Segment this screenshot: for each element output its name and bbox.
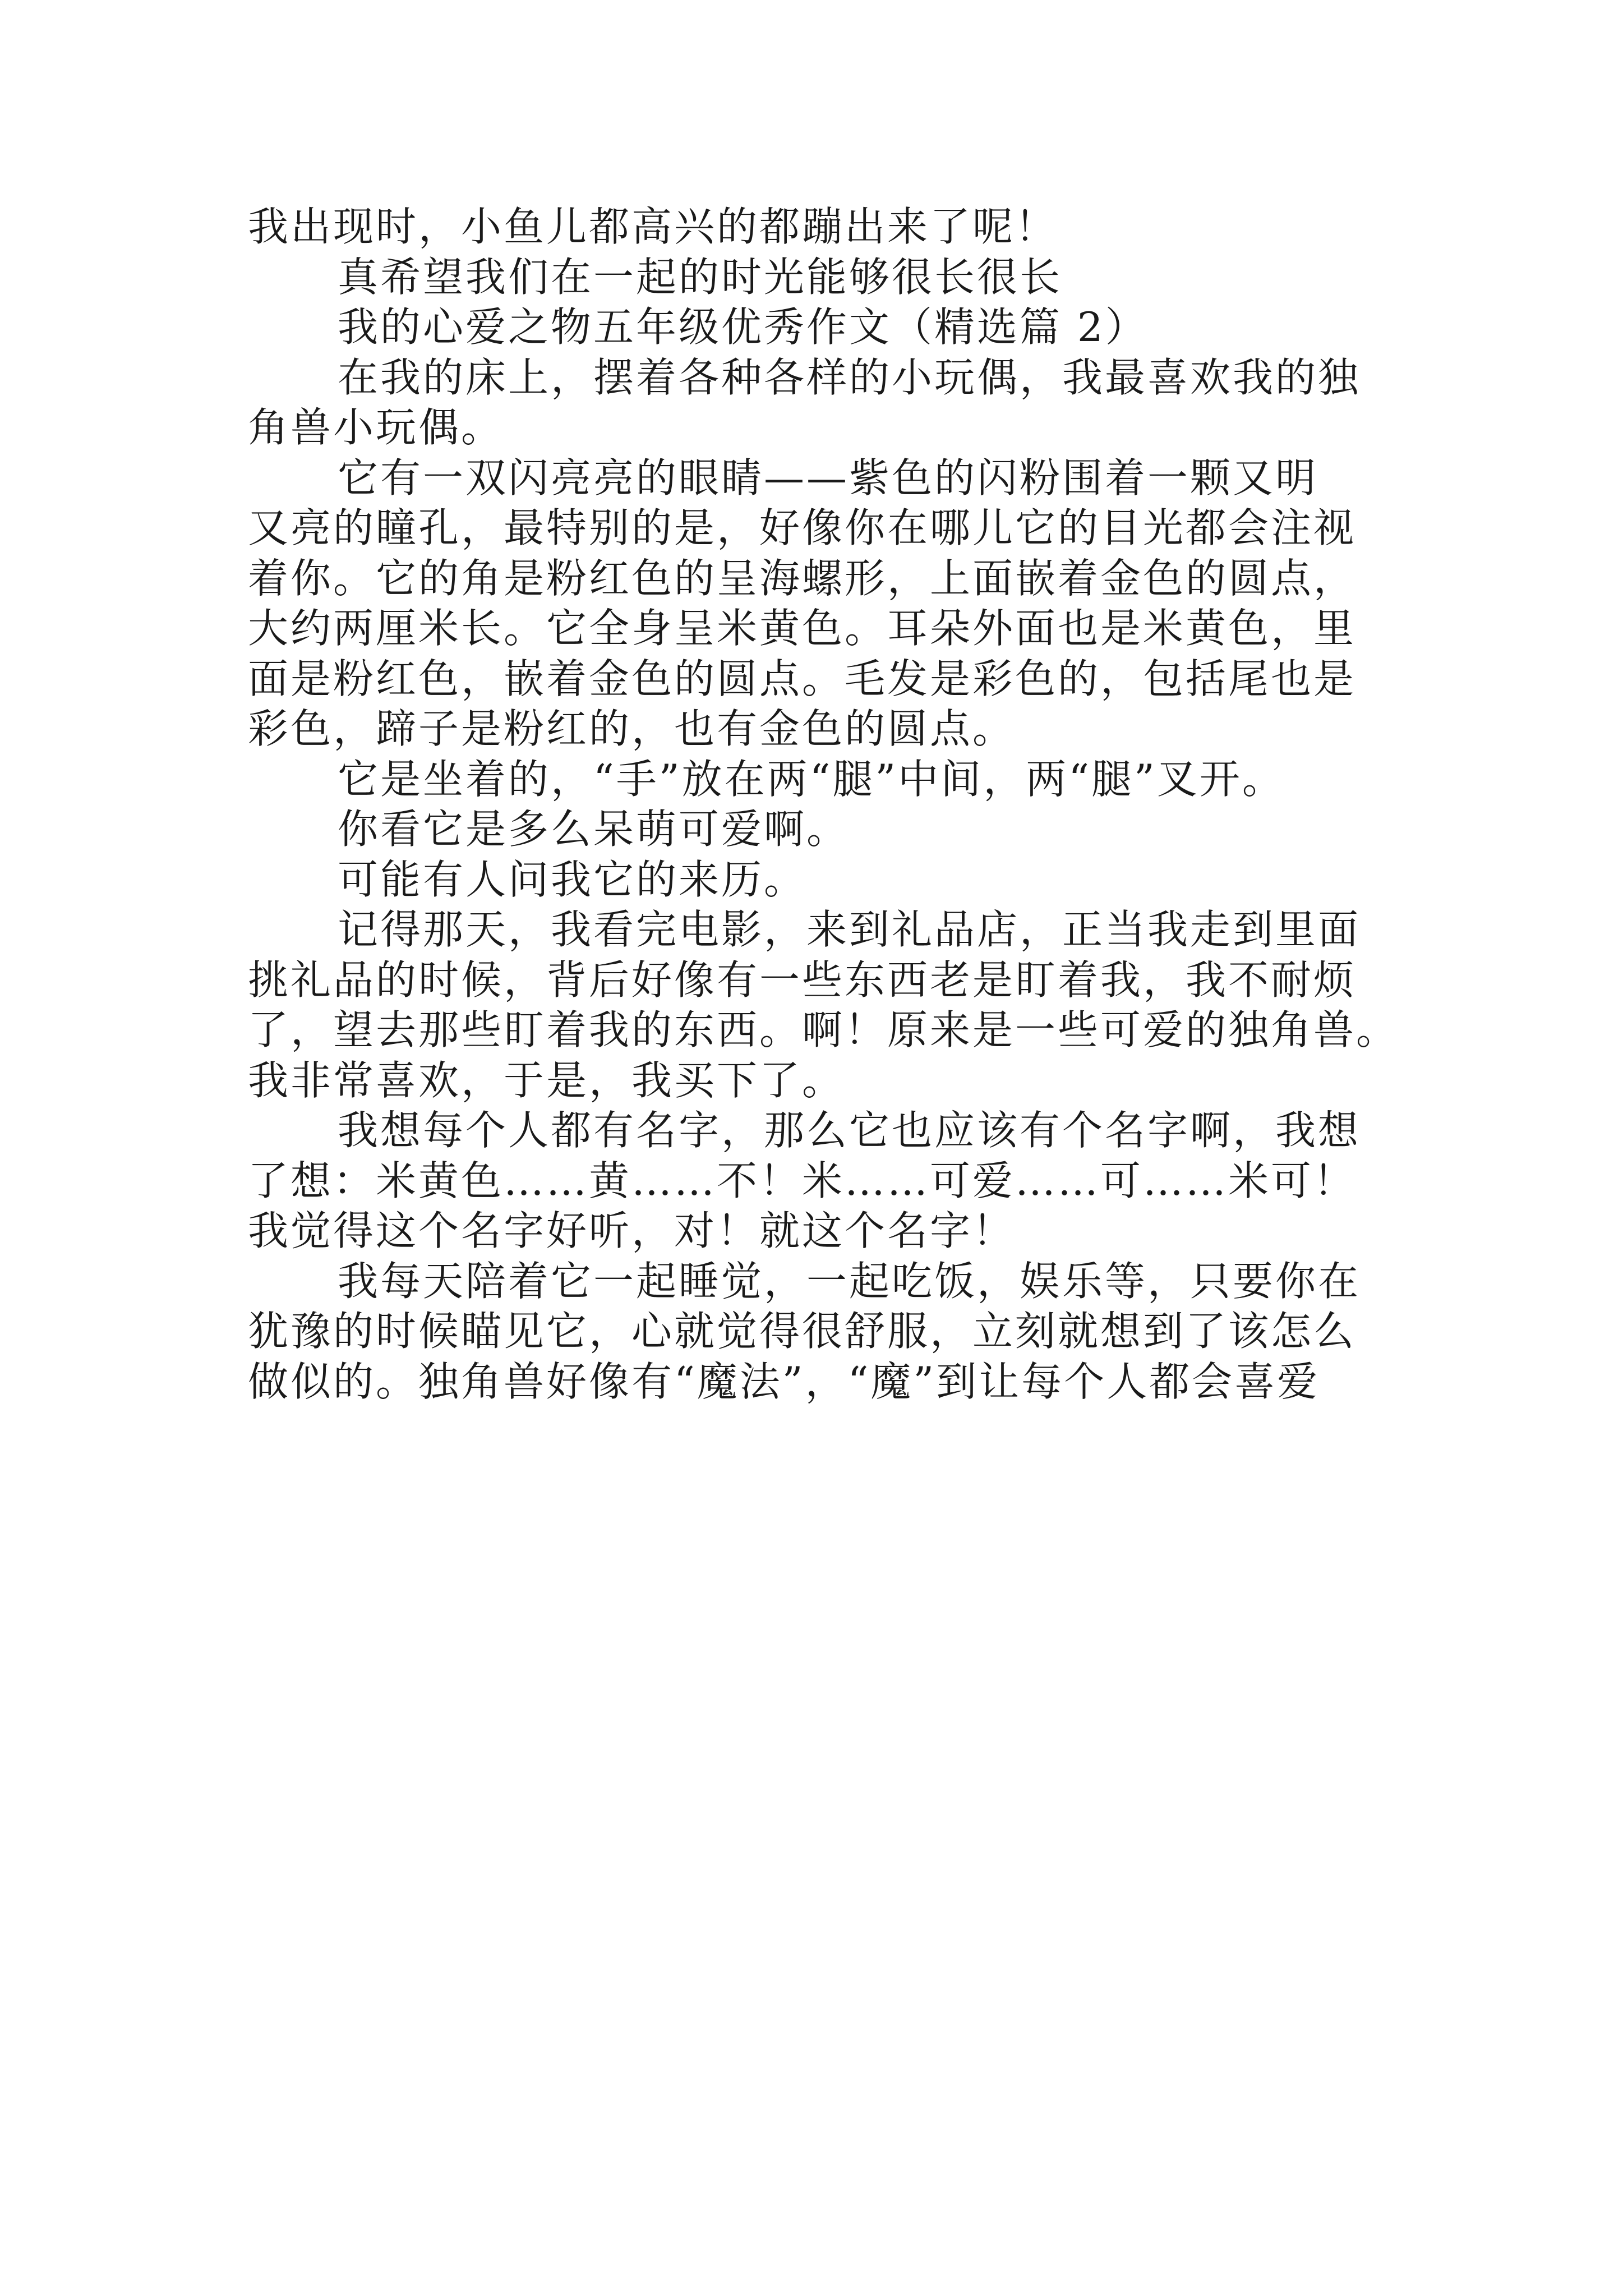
text-line: 彩色，蹄子是粉红的，也有金色的圆点。 (248, 705, 1016, 752)
text-line: 了想：米黄色……黄……不！米……可爱……可……米可！ (248, 1157, 1357, 1204)
text-line: 做似的。独角兽好像有“魔法”，“魔”到让每个人都会喜爱 (248, 1358, 1320, 1405)
text-line: 着你。它的角是粉红色的呈海螺形，上面嵌着金色的圆点， (248, 554, 1357, 602)
document-body (248, 202, 1399, 1407)
text-line: 可能有人问我它的来历。 (338, 855, 807, 903)
text-line: 大约两厘米长。它全身呈米黄色。耳朵外面也是米黄色，里 (248, 605, 1357, 652)
text-line: 我的心爱之物五年级优秀作文（精选篇 2） (338, 303, 1148, 351)
text-line: 它是坐着的，“手”放在两“腿”中间，两“腿”叉开。 (338, 755, 1285, 803)
text-line: 犹豫的时候瞄见它，心就觉得很舒服，立刻就想到了该怎么 (248, 1308, 1357, 1355)
text-line: 又亮的瞳孔，最特别的是，好像你在哪儿它的目光都会注视 (248, 504, 1357, 551)
text-line: 在我的床上，摆着各种各样的小玩偶，我最喜欢我的独 (338, 353, 1361, 401)
text-line: 我出现时，小鱼儿都高兴的都蹦出来了呢！ (248, 203, 1058, 250)
text-line: 真希望我们在一起的时光能够很长很长 (338, 253, 1063, 301)
text-line: 我每天陪着它一起睡觉，一起吃饭，娱乐等，只要你在 (338, 1257, 1361, 1305)
text-line: 角兽小玩偶。 (248, 404, 504, 451)
text-line: 记得那天，我看完电影，来到礼品店，正当我走到里面 (338, 906, 1361, 953)
text-line: 我想每个人都有名字，那么它也应该有个名字啊，我想 (338, 1107, 1361, 1154)
text-line: 面是粉红色，嵌着金色的圆点。毛发是彩色的，包括尾也是 (248, 655, 1357, 702)
text-line: 我非常喜欢，于是，我买下了。 (248, 1056, 845, 1104)
text-line: 了，望去那些盯着我的东西。啊！原来是一些可爱的独角兽。 (248, 1006, 1399, 1053)
text-line: 我觉得这个名字好听，对！就这个名字！ (248, 1207, 1016, 1254)
text-line: 你看它是多么呆萌可爱啊。 (338, 806, 850, 853)
text-line: 挑礼品的时候，背后好像有一些东西老是盯着我，我不耐烦 (248, 956, 1357, 1004)
text-line: 它有一双闪亮亮的眼睛——紫色的闪粉围着一颗又明 (338, 454, 1318, 501)
